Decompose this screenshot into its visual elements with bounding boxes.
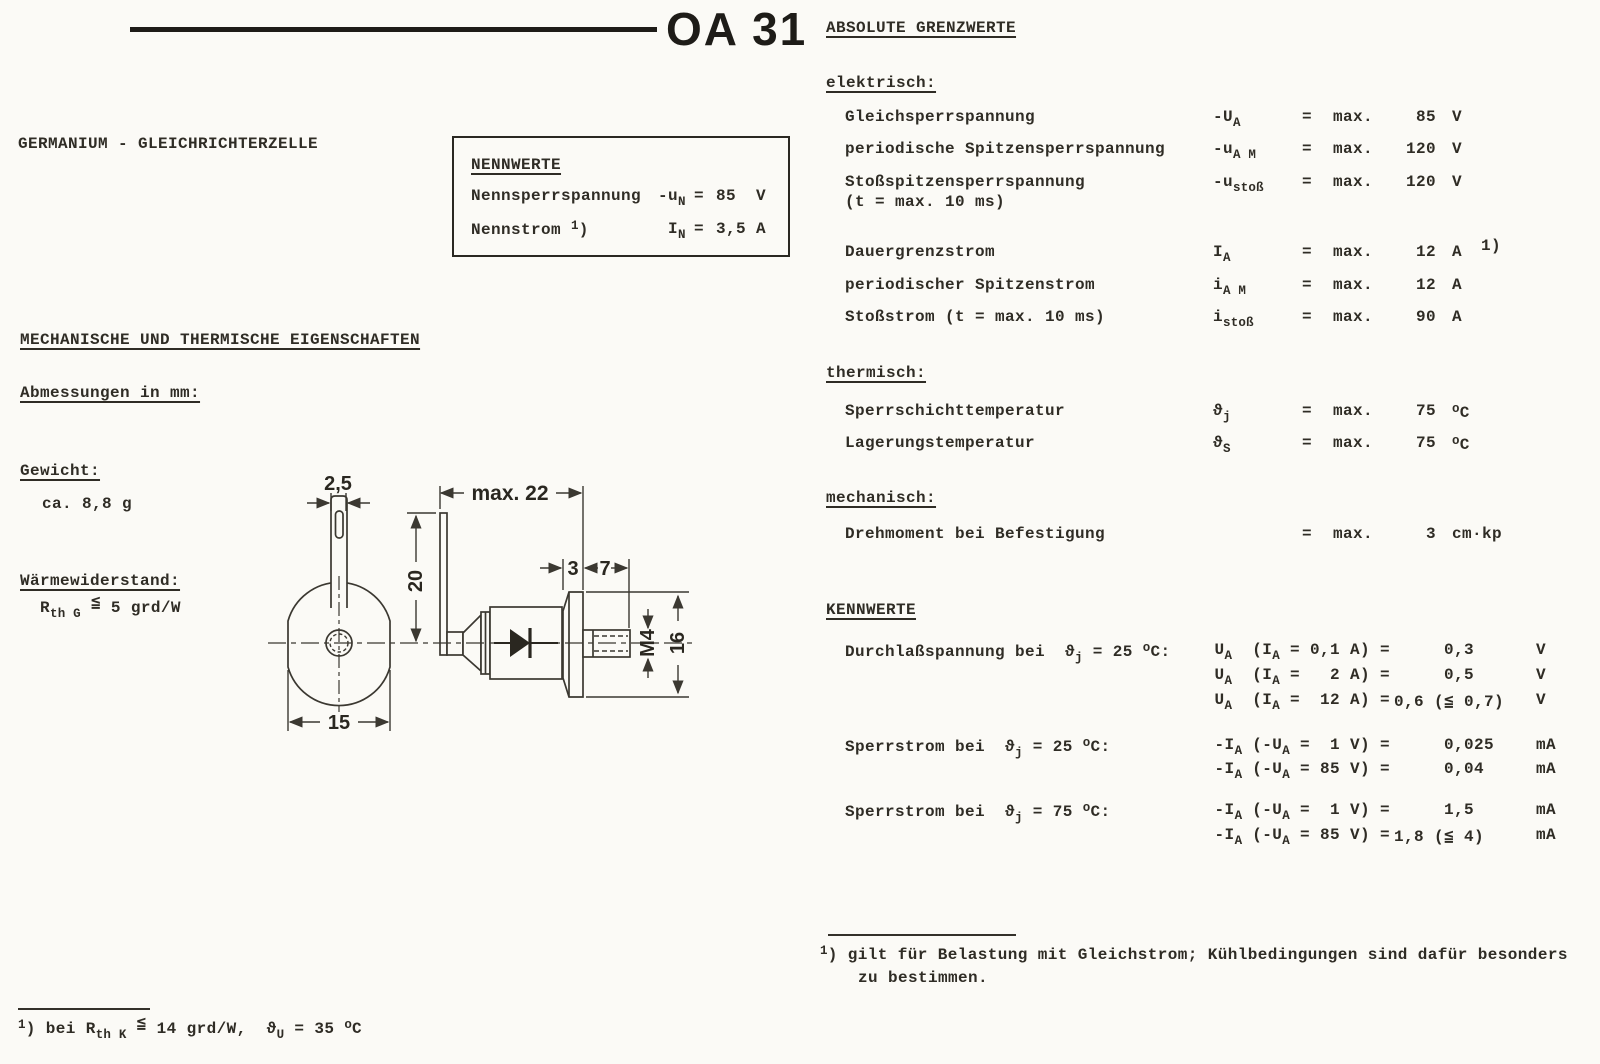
equals-sign: = [1302, 402, 1313, 420]
kennwerte-unit: mA [1536, 826, 1557, 844]
dimension-label-thread-size: M4 [637, 629, 659, 657]
kennwerte-line [808, 641, 1598, 667]
limit-label: periodischer Spitzenstrom [845, 276, 1096, 294]
limit-unit: A [1452, 243, 1463, 261]
header-rule [130, 27, 657, 32]
limit-label: Drehmoment bei Befestigung [845, 525, 1106, 543]
dimension-label-tag-height: 20 [405, 569, 427, 593]
dimension-label-thread-length: 7 [599, 558, 611, 580]
kennwerte-formula: $U_A$ ($I_A = 2$ A) = [1214, 666, 1390, 688]
kennwerte-value: 0,04 [1394, 760, 1485, 778]
kennwerte-unit: mA [1536, 760, 1557, 778]
footnote-right-line1: $^1$) gilt für Belastung mit Gleichstrom; Kühlbedingungen sind dafür besonders [820, 944, 1568, 964]
nennwerte-box [452, 136, 790, 257]
kennwerte-unit: mA [1536, 801, 1557, 819]
kennwerte-group-label: Sperrstrom bei $ϑ_j = 25$ $^o$C: [845, 736, 1111, 760]
kennwerte-formula: $-I_A$ ($-U_A = 1$ V) = [1214, 801, 1390, 823]
section-thermisch: thermisch: [826, 364, 927, 382]
nennwerte-row-symbol: $I_N$ [658, 220, 686, 242]
limit-unit: V [1452, 140, 1463, 158]
limit-unit: V [1452, 108, 1463, 126]
kennwerte-value: 0,025 [1394, 736, 1495, 754]
footnote-right-line2: zu bestimmen. [858, 969, 989, 987]
kennwerte-group-label: Sperrstrom bei $ϑ_j = 75$ $^o$C: [845, 801, 1111, 825]
limit-row [808, 276, 1598, 302]
kennwerte-value: 0,3 [1394, 641, 1475, 659]
kennwerte-formula: $-I_A$ ($-U_A = 85$ V) = [1214, 760, 1390, 782]
limit-symbol: $-u_{A M}$ [1213, 140, 1257, 162]
package-drawing [265, 462, 700, 745]
dimension-label-overall-length: max. 22 [471, 482, 549, 505]
weight-label: Gewicht: [20, 462, 101, 480]
limit-value: 120 [1405, 140, 1436, 158]
limit-value: 120 [1405, 173, 1436, 191]
limit-value: 3 [1425, 525, 1436, 543]
limit-unit: V [1452, 173, 1463, 191]
limit-symbol: $-u_{stoß}$ [1213, 173, 1264, 195]
limit-row [808, 108, 1598, 134]
dimension-label-disc-diameter: 15 [327, 712, 351, 734]
limit-row [808, 237, 1598, 269]
limits-heading: ABSOLUTE GRENZWERTE [826, 19, 1017, 37]
kennwerte-line [808, 760, 1598, 786]
max-label: max. [1333, 402, 1374, 420]
kennwerte-value: 0,5 [1394, 666, 1475, 684]
footnote-rule [828, 934, 1016, 936]
kennwerte-group-label: Durchlaßspannung bei $ϑ_j = 25$ $^o$C: [845, 641, 1171, 665]
dimension-label-flange-thickness: 3 [567, 558, 579, 580]
equals-sign: = [694, 187, 705, 205]
kennwerte-line [808, 691, 1598, 717]
kennwerte-line [808, 826, 1598, 852]
max-label: max. [1333, 173, 1374, 191]
kennwerte-formula: $U_A$ ($I_A = 0,1$ A) = [1214, 641, 1390, 663]
footnote-rule [18, 1008, 150, 1010]
limit-unit: A [1452, 308, 1463, 326]
limit-unit: A [1452, 276, 1463, 294]
limit-symbol: $ϑ_j$ [1213, 402, 1231, 424]
equals-sign: = [1302, 108, 1313, 126]
max-label: max. [1333, 308, 1374, 326]
equals-sign: = [1302, 243, 1313, 261]
solder-tab [331, 496, 347, 608]
max-label: max. [1333, 243, 1374, 261]
kennwerte-unit: V [1536, 666, 1547, 684]
limit-value: 75 [1415, 402, 1436, 420]
kennwerte-formula: $-I_A$ ($-U_A = 85$ V) = [1214, 826, 1390, 848]
limit-label: Lagerungstemperatur [845, 434, 1036, 452]
limit-value: 12 [1415, 276, 1436, 294]
limit-row [808, 434, 1598, 460]
limit-value: 75 [1415, 434, 1436, 452]
limit-symbol: $i_{stoß}$ [1213, 308, 1254, 330]
equals-sign: = [1302, 140, 1313, 158]
thermal-resistance-value: $R_{th G}$ ≦ 5 grd/W [40, 594, 181, 621]
equals-sign: = [1302, 525, 1313, 543]
kennwerte-value: 1,5 [1394, 801, 1475, 819]
equals-sign: = [1302, 276, 1313, 294]
limit-label: periodische Spitzensperrspannung [845, 140, 1166, 158]
equals-sign: = [1302, 308, 1313, 326]
footnote-left: $^1$) bei $R_{th K}$ ≦ 14 grd/W, $ϑ_U = 35$ $^o$C [18, 1015, 363, 1042]
weight-value: ca. 8,8 g [42, 495, 133, 513]
limit-symbol: $-U_A$ [1213, 108, 1241, 130]
limit-value: 12 [1415, 243, 1436, 261]
kennwerte-line [808, 666, 1598, 692]
equals-sign: = [694, 220, 705, 238]
kennwerte-line [808, 736, 1598, 762]
thermal-resistance-label: Wärmewiderstand: [20, 572, 181, 590]
mech-section-heading: MECHANISCHE UND THERMISCHE EIGENSCHAFTEN [20, 331, 421, 349]
limit-value: 90 [1415, 308, 1436, 326]
limit-label: Dauergrenzstrom [845, 243, 996, 261]
limit-row [808, 173, 1598, 211]
max-label: max. [1333, 525, 1374, 543]
kennwerte-unit: V [1536, 641, 1547, 659]
part-number: OA 31 [666, 3, 808, 55]
limit-label: Gleichsperrspannung [845, 108, 1036, 126]
max-label: max. [1333, 276, 1374, 294]
limit-label: Sperrschichttemperatur [845, 402, 1066, 420]
max-label: max. [1333, 108, 1374, 126]
equals-sign: = [1302, 173, 1313, 191]
limit-row [808, 140, 1598, 166]
limit-label: Stoßstrom (t = max. 10 ms) [845, 308, 1106, 326]
nennwerte-row-value: 85 V [716, 187, 767, 205]
section-mechanisch: mechanisch: [826, 489, 937, 507]
limit-row [808, 308, 1598, 334]
device-subtitle: GERMANIUM - GLEICHRICHTERZELLE [18, 135, 319, 153]
nennwerte-title: NENNWERTE [471, 156, 562, 174]
limit-symbol: $ϑ_S$ [1213, 434, 1231, 456]
limit-row [808, 525, 1598, 551]
kennwerte-unit: mA [1536, 736, 1557, 754]
kennwerte-formula: $-I_A$ ($-U_A = 1$ V) = [1214, 736, 1390, 758]
kennwerte-value: 0,6 (≦ 0,7) [1394, 693, 1505, 711]
dimension-label-tab-width: 2,5 [324, 473, 352, 495]
footnote-marker: 1) [1481, 237, 1502, 255]
limit-symbol: $I_A$ [1213, 243, 1231, 265]
kennwerte-formula: $U_A$ ($I_A = 12$ A) = [1214, 691, 1390, 713]
limit-unit: $^o$C [1452, 402, 1470, 422]
dimension-label-flange-height: 16 [667, 631, 689, 655]
max-label: max. [1333, 434, 1374, 452]
equals-sign: = [1302, 434, 1313, 452]
limit-value: 85 [1415, 108, 1436, 126]
limit-row [808, 402, 1598, 428]
dimensions-label: Abmessungen in mm: [20, 384, 201, 402]
max-label: max. [1333, 140, 1374, 158]
section-elektrisch: elektrisch: [826, 74, 937, 92]
mounting-flange [563, 592, 583, 697]
limit-label-line2: (t = max. 10 ms) [845, 193, 1006, 211]
limit-label: Stoßspitzensperrspannung [845, 173, 1086, 191]
kennwerte-heading: KENNWERTE [826, 601, 917, 619]
tag-plate-side [440, 513, 447, 655]
nennwerte-row-symbol: $-u_N$ [658, 187, 686, 209]
limit-unit: cm·kp [1452, 525, 1503, 543]
limit-symbol: $i_{A M}$ [1213, 276, 1247, 298]
kennwerte-unit: V [1536, 691, 1547, 709]
nennwerte-row-label: Nennstrom $^1$) [471, 219, 589, 239]
nennwerte-row-label: Nennsperrspannung [471, 187, 642, 205]
kennwerte-value: 1,8 (≦ 4) [1394, 828, 1485, 846]
limit-unit: $^o$C [1452, 434, 1470, 454]
kennwerte-line [808, 801, 1598, 827]
nennwerte-row-value: 3,5 A [716, 220, 767, 238]
